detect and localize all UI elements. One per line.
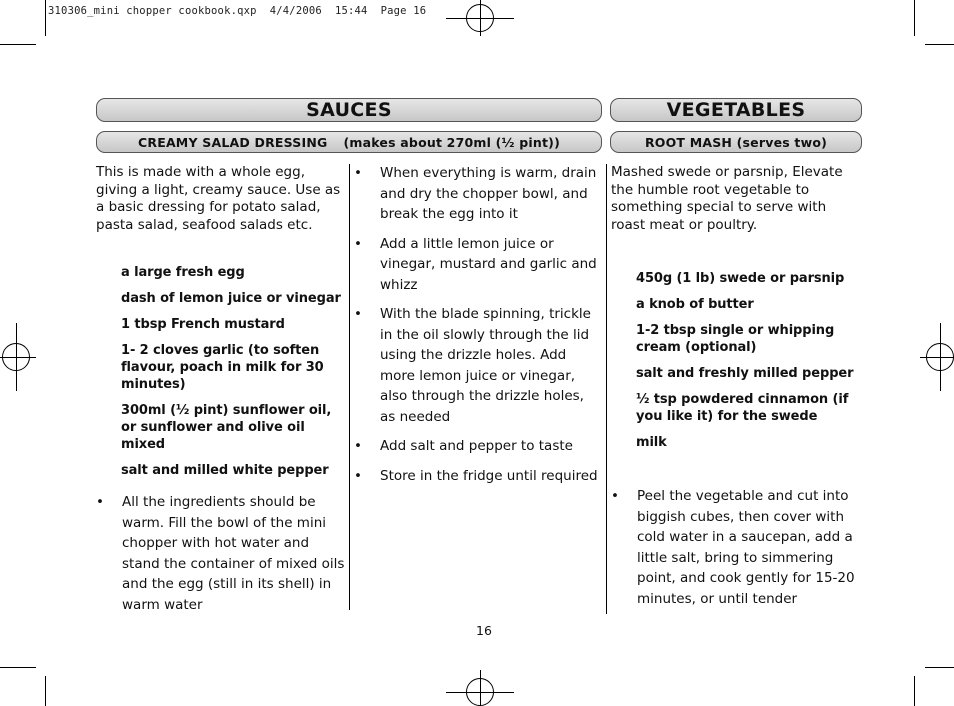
method-step: • All the ingredients should be warm. Fill the bowl of the mini chopper with hot water and stand the container of mixed oils and the egg (still in its shell) in warm water [96,492,348,615]
method-step: • Add salt and pepper to taste [354,436,602,457]
method-step: • With the blade spinning, trickle in the oil slowly through the lid using the drizzle holes. Add more lemon juice or vinegar, also through the drizzle holes, as needed [354,304,602,427]
ingredient: milk [636,435,667,450]
ingredient: salt and milled white pepper [121,463,329,478]
creamy-salad-dressing-title [96,131,602,153]
ingredient: a knob of butter [636,297,754,312]
sauce-intro: This is made with a whole egg, giving a light, creamy sauce. Use as a basic dressing for potato salad, pasta salad, seafood salads etc. [96,164,341,233]
method-step: • Add a little lemon juice or vinegar, mustard and garlic and whizz [354,234,602,296]
method-step: • Peel the vegetable and cut into biggish cubes, then cover with cold water in a saucepan, add a little salt, bring to simmering point, and cook gently for 15-20 minutes, or until tender [611,486,863,609]
sauce-steps-col1 [96,492,348,624]
ingredient: a large fresh egg [121,265,245,280]
sauce-steps-col2 [354,163,602,495]
print-slug: 310306_mini chopper cookbook.qxp 4/4/2006 15:44 Page 16 [48,5,427,17]
ingredient: 450g (1 lb) swede or parsnip [636,271,845,286]
recipe-yield: (makes about 270ml (½ pint)) [343,134,560,150]
sauce-ingredients [121,264,343,488]
vegetable-steps [611,486,863,618]
method-step: • When everything is warm, drain and dry the chopper bowl, and break the egg into it [354,163,602,225]
ingredient: dash of lemon juice or vinegar [121,291,341,306]
vegetables-heading: VEGETABLES [610,98,862,122]
ingredient: 1 tbsp French mustard [121,317,285,332]
recipe-title: CREAMY SALAD DRESSING [138,134,328,150]
column-rule-right [606,164,607,614]
column-rule-left [349,164,350,610]
method-step: • Store in the fridge until required [354,466,602,487]
root-mash-title: ROOT MASH (serves two) [610,131,862,153]
ingredient: 1- 2 cloves garlic (to soften flavour, poach in milk for 30 minutes) [121,343,324,392]
sauces-heading: SAUCES [96,98,602,122]
ingredient: 1-2 tbsp single or whipping cream (optional) [636,323,835,355]
ingredient: salt and freshly milled pepper [636,366,854,381]
ingredient: 300ml (½ pint) sunflower oil, or sunflower and olive oil mixed [121,403,332,452]
ingredient: ½ tsp powdered cinnamon (if you like it) for the swede [636,392,849,424]
page-number: 16 [476,623,492,638]
vegetable-intro: Mashed swede or parsnip, Elevate the humble root vegetable to something special to serve with roast meat or poultry. [611,164,843,233]
vegetable-ingredients [636,270,864,460]
